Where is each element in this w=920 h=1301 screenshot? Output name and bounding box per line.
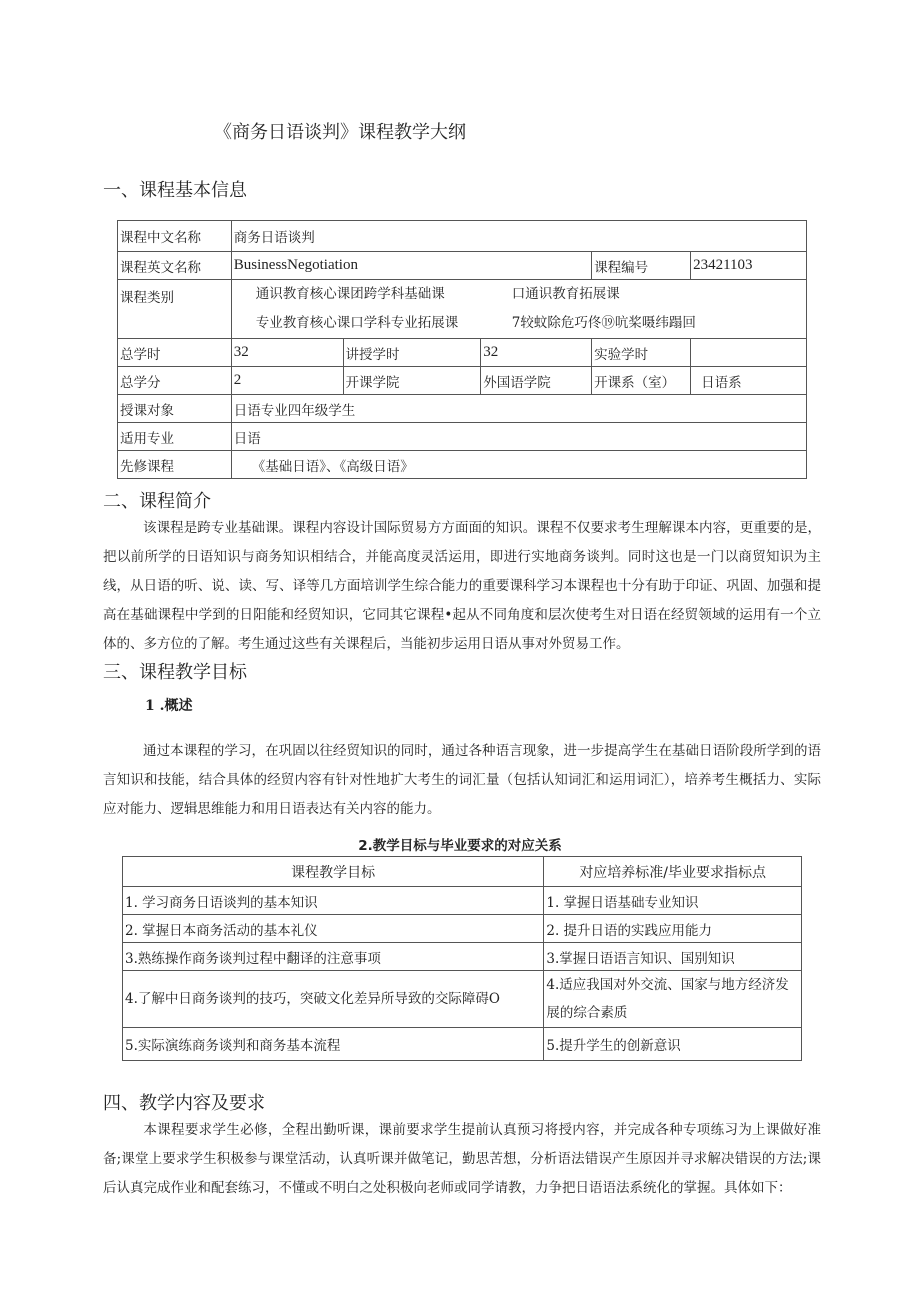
objective-cell: 2. 掌握日本商务活动的基本礼仪 <box>123 915 544 943</box>
section2-heading: 二、课程简介 <box>103 491 211 512</box>
table-row <box>118 423 807 451</box>
requirement-cell: 4.适应我国对外交流、国家与地方经济发展的综合素质 <box>544 971 802 1028</box>
objective-cell: 3.熟练操作商务谈判过程中翻译的注意事项 <box>123 943 544 971</box>
prereq-value: 《基础日语》、《高级日语》 <box>231 451 806 479</box>
table-caption: 2.教学目标与毕业要求的对应关系 <box>358 838 562 854</box>
section4-paragraph <box>103 1116 821 1203</box>
code-value: 23421103 <box>691 252 807 280</box>
paragraph-text: 该课程是跨专业基础课。课程内容设计国际贸易方方面面的知识。课程不仅要求考生理解课本内容，更重要的是，把以前所学的日语知识与商务知识相结合，并能高度灵活运用，即进行实地商务谈判。同时这也是一门以商贸知识为主线，从日语的听、说、读、写、译等几方面培训学生综合能力的重要课科学习本课程也十分有助于印证、巩固、加强和提高在基础课程中学到的日阳能和经贸知识，它同其它课程•起从不同角度和层次使考生对日语在经贸领域的运用有一个立体的、多方位的了解。考生通过这些有关课程后，当能初步运用日语从事对外贸易工作。 <box>103 520 821 652</box>
lab-hours-value <box>691 339 807 367</box>
table-row <box>123 1028 802 1061</box>
audience-value: 日语专业四年级学生 <box>231 395 806 423</box>
lecture-hours-label: 讲授学时 <box>343 339 481 367</box>
objective-cell: 4.了解中日商务谈判的技巧，突破文化差异所导致的交际障碍O <box>123 971 544 1028</box>
category-option: 专业教育核心课口学科专业拓展课 <box>255 315 459 331</box>
table-row <box>123 943 802 971</box>
cn-name-label: 课程中文名称 <box>118 221 232 252</box>
en-name-value: BusinessNegotiation <box>231 252 591 280</box>
category-option: 7较蚊除危巧佟⑲吭桨嗫纬蹋回 <box>511 315 696 331</box>
audience-label: 授课对象 <box>118 395 232 423</box>
section3-heading: 三、课程教学目标 <box>103 662 247 683</box>
total-hours-value: 32 <box>231 339 343 367</box>
en-name-label: 课程英文名称 <box>118 252 232 280</box>
paragraph-text: 通过本课程的学习，在巩固以往经贸知识的同时，通过各种语言现象，进一步提高学生在基础日语阶段所学到的语言知识和技能，结合具体的经贸内容有针对性地扩大考生的词汇量（包括认知词汇和运用词汇），培养考生概括力、实际应对能力、逻辑思维能力和用日语表达有关内容的能力。 <box>103 743 821 817</box>
table-row <box>123 915 802 943</box>
category-value <box>231 280 806 339</box>
objective-cell: 1. 学习商务日语谈判的基本知识 <box>123 887 544 915</box>
requirement-cell: 1. 掌握日语基础专业知识 <box>544 887 802 915</box>
table-row <box>118 280 807 339</box>
requirement-cell: 2. 提升日语的实践应用能力 <box>544 915 802 943</box>
requirement-cell: 5.提升学生的创新意识 <box>544 1028 802 1061</box>
table-row <box>118 221 807 252</box>
table-row <box>123 971 802 1028</box>
table-row <box>118 367 807 395</box>
category-option: 通识教育核心课团跨学科基础课 <box>255 286 445 302</box>
table-row <box>118 395 807 423</box>
document-title: 《商务日语谈判》课程教学大纲 <box>214 122 466 143</box>
prereq-label: 先修课程 <box>118 451 232 479</box>
table-row <box>123 887 802 915</box>
paragraph-text: 本课程要求学生必修，全程出勤听课，课前要求学生提前认真预习将授内容，并完成各种专项练习为上课做好准备;课堂上要求学生积极参与课堂活动，认真听课并做笔记，勤思苦想，分析语法错误产生原因并寻求解决错误的方法;课后认真完成作业和配套练习，不懂或不明白之处积极向老师或同学请教，力争把日语语法系统化的掌握。具体如下： <box>103 1122 821 1196</box>
college-label: 开课学院 <box>343 367 481 395</box>
table-row <box>118 252 807 280</box>
objective-cell: 5.实际演练商务谈判和商务基本流程 <box>123 1028 544 1061</box>
major-value: 日语 <box>231 423 806 451</box>
category-label: 课程类别 <box>118 280 232 339</box>
section4-heading: 四、教学内容及要求 <box>103 1093 265 1114</box>
credits-value: 2 <box>231 367 343 395</box>
subsection-overview: 1 .概述 <box>145 698 193 714</box>
cn-name-value: 商务日语谈判 <box>231 221 806 252</box>
lab-hours-label: 实验学时 <box>592 339 691 367</box>
column-header: 对应培养标准/毕业要求指标点 <box>544 857 802 887</box>
dept-label: 开课系（室） <box>592 367 691 395</box>
dept-value: 日语系 <box>691 367 807 395</box>
column-header: 课程教学目标 <box>123 857 544 887</box>
table-row <box>118 339 807 367</box>
table-header-row <box>123 857 802 887</box>
section3-paragraph <box>103 737 821 824</box>
category-option: 口通识教育拓展课 <box>511 286 620 302</box>
code-label: 课程编号 <box>592 252 691 280</box>
college-value: 外国语学院 <box>481 367 592 395</box>
total-hours-label: 总学时 <box>118 339 232 367</box>
requirement-cell: 3.掌握日语语言知识、国别知识 <box>544 943 802 971</box>
lecture-hours-value: 32 <box>481 339 592 367</box>
major-label: 适用专业 <box>118 423 232 451</box>
course-info-table <box>117 220 807 479</box>
objectives-table <box>122 856 802 1061</box>
section2-paragraph <box>103 514 821 659</box>
section1-heading: 一、课程基本信息 <box>103 180 247 201</box>
credits-label: 总学分 <box>118 367 232 395</box>
table-row <box>118 451 807 479</box>
